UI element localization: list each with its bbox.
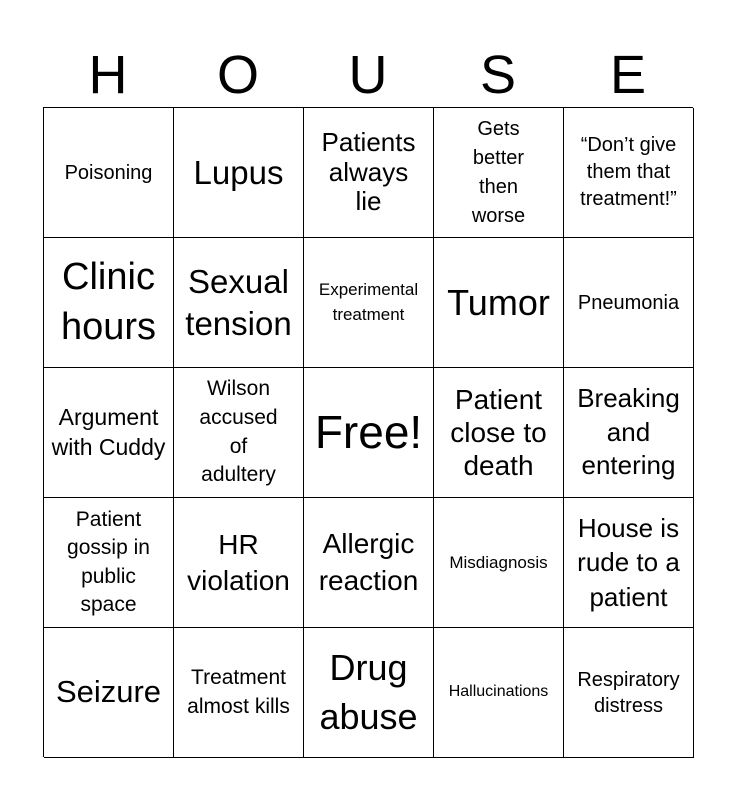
cell-label: Treatment almost kills xyxy=(187,665,290,718)
bingo-cell-seizure[interactable] xyxy=(44,628,174,758)
bingo-cell-wilson-accused[interactable] xyxy=(174,368,304,498)
bingo-cell-allergic-reaction[interactable] xyxy=(304,498,434,628)
cell-label: Poisoning xyxy=(64,161,153,184)
bingo-cell-lupus[interactable] xyxy=(174,108,304,238)
cell-label: Pneumonia xyxy=(577,291,680,314)
cell-label: Tumor xyxy=(447,281,550,323)
cell-label: Misdiagnosis xyxy=(449,552,548,572)
header-letter-o: O xyxy=(216,45,259,105)
bingo-cell-gets-better-then-worse[interactable] xyxy=(434,108,564,238)
bingo-cell-dont-give-treatment[interactable] xyxy=(564,108,694,238)
cell-label: Hallucinations xyxy=(448,683,549,701)
bingo-cell-experimental-treatment[interactable] xyxy=(304,238,434,368)
header-letter-u: U xyxy=(348,45,388,105)
bingo-cell-breaking-and-entering[interactable] xyxy=(564,368,694,498)
bingo-cell-tumor[interactable] xyxy=(434,238,564,368)
cell-label: HR violation xyxy=(187,528,290,596)
cell-label: Argument with Cuddy xyxy=(51,403,166,460)
cell-label: Allergic reaction xyxy=(318,528,419,596)
bingo-cell-treatment-almost-kills[interactable] xyxy=(174,628,304,758)
cell-label: Clinic hours xyxy=(60,256,157,348)
bingo-cell-free-space[interactable] xyxy=(304,368,434,498)
cell-label: “Don’t give them that treatment!” xyxy=(580,134,677,210)
bingo-cell-sexual-tension[interactable] xyxy=(174,238,304,368)
bingo-cell-hallucinations[interactable] xyxy=(434,628,564,758)
header-letter-e: E xyxy=(609,45,647,105)
cell-label: Drug abuse xyxy=(319,646,418,737)
cell-label: Seizure xyxy=(55,674,162,710)
cell-label: Lupus xyxy=(193,153,284,191)
cell-label: Patient close to death xyxy=(450,383,547,482)
bingo-cell-poisoning[interactable] xyxy=(44,108,174,238)
bingo-cell-patient-close-to-death[interactable] xyxy=(434,368,564,498)
bingo-cell-pneumonia[interactable] xyxy=(564,238,694,368)
bingo-board xyxy=(43,107,693,757)
bingo-header xyxy=(43,42,693,108)
bingo-cell-patient-gossip[interactable] xyxy=(44,498,174,628)
cell-label: Free! xyxy=(314,406,423,459)
bingo-cell-hr-violation[interactable] xyxy=(174,498,304,628)
header-letter-h: H xyxy=(88,45,128,105)
cell-label: Respiratory distress xyxy=(577,668,680,717)
bingo-cell-argument-with-cuddy[interactable] xyxy=(44,368,174,498)
header-letter-s: S xyxy=(479,45,517,105)
cell-label: Breaking and entering xyxy=(577,382,680,481)
bingo-cell-patients-always-lie[interactable] xyxy=(304,108,434,238)
bingo-cell-house-is-rude[interactable] xyxy=(564,498,694,628)
cell-label: House is rude to a patient xyxy=(577,512,680,612)
bingo-cell-respiratory-distress[interactable] xyxy=(564,628,694,758)
cell-label: Experimental treatment xyxy=(318,279,419,324)
cell-label: Patient gossip in public space xyxy=(67,507,150,616)
cell-label: Wilson accused of adultery xyxy=(199,376,278,487)
cell-label: Sexual tension xyxy=(185,263,292,342)
bingo-cell-drug-abuse[interactable] xyxy=(304,628,434,758)
cell-label: Gets better then worse xyxy=(471,117,526,227)
bingo-cell-misdiagnosis[interactable] xyxy=(434,498,564,628)
cell-label: Patients always lie xyxy=(321,127,416,217)
bingo-cell-clinic-hours[interactable] xyxy=(44,238,174,368)
